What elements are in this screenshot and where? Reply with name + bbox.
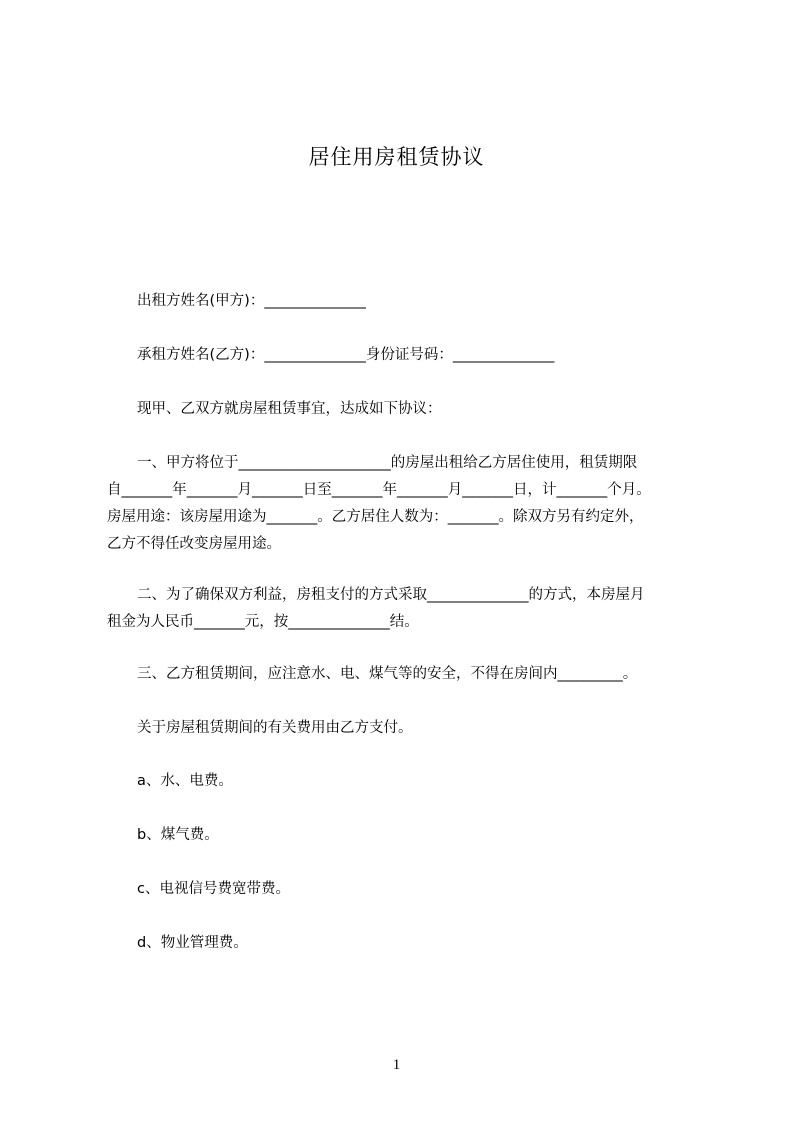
clause-1-line-4: 乙方不得任改变房屋用途。 (107, 536, 281, 552)
fee-item-a: a、水、电费。 (137, 773, 233, 789)
fee-item-d: d、物业管理费。 (137, 935, 248, 951)
fees-intro-line: 关于房屋租赁期间的有关费用由乙方支付。 (137, 720, 413, 736)
fee-item-b: b、煤气费。 (137, 827, 219, 843)
lessor-name-line: 出租方姓名(甲方)：______________ (137, 293, 366, 309)
lessee-name-id-line: 承租方姓名(乙方)：______________身份证号码：______________ (137, 347, 555, 363)
clause-3-line: 三、乙方租赁期间，应注意水、电、煤气等的安全，不得在房间内_________。 (137, 666, 638, 682)
clause-1-line-3: 房屋用途：该房屋用途为_______。乙方居住人数为：_______。除双方另有约定外， (107, 509, 644, 525)
clause-2-line-2: 租金为人民币_______元，按______________结。 (107, 614, 419, 630)
clause-1-line-1: 一、甲方将位于_____________________的房屋出租给乙方居住使用，租赁期限 (137, 455, 638, 471)
page-number: 1 (392, 1057, 401, 1073)
fee-item-c: c、电视信号费宽带费。 (137, 881, 290, 897)
clause-1-line-2: 自_______年_______月_______日至_______年_______月_______日，计_______个月。 (107, 482, 651, 498)
clause-2-line-1: 二、为了确保双方利益，房租支付的方式采取______________的方式，本房屋月 (137, 587, 645, 603)
document-title: 居住用房租赁协议 (308, 145, 485, 169)
agreement-intro-line: 现甲、乙双方就房屋租赁事宜，达成如下协议： (137, 401, 442, 417)
